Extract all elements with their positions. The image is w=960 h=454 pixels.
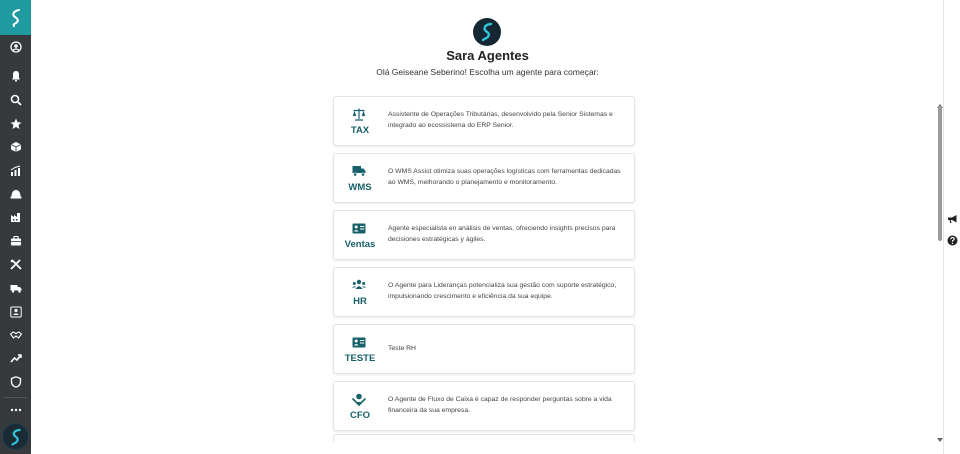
- agent-card-tax[interactable]: [333, 96, 635, 146]
- star-icon[interactable]: [0, 113, 31, 135]
- agent-card-teste[interactable]: [333, 324, 635, 374]
- sara-logo: [473, 18, 501, 46]
- people-group-icon: [352, 278, 366, 292]
- sara-logo-icon: [9, 428, 23, 446]
- agent-description: O Agente para Lideranças potencializa sua gestão com suporte estratégico, impulsionando crescimento e eficiência da sua equipe.: [388, 282, 617, 300]
- id-card-icon: [352, 221, 366, 235]
- agent-code: Ventas: [344, 239, 376, 250]
- truck-icon: [352, 164, 366, 178]
- agent-description: Assistente de Operações Tributárias, desenvolvido pela Senior Sistemas e integrado ao ecossistema do ERP Senior.: [388, 111, 613, 129]
- greeting-text: Olá Geiseane Seberino! Escolha um agente para começar:: [376, 67, 599, 77]
- sara-avatar[interactable]: [3, 424, 28, 449]
- agent-card-ventas[interactable]: [333, 210, 635, 260]
- agent-code: CFO: [349, 410, 371, 421]
- agent-description: O WMS Assist otimiza suas operações logísticas com ferramentas dedicadas ao WMS, melhorando o planejamento e monitoramento.: [388, 168, 621, 186]
- scale-icon: [352, 107, 366, 121]
- cube-icon[interactable]: [0, 136, 31, 158]
- agent-description: Teste RH: [388, 344, 416, 352]
- agent-card-partial[interactable]: [333, 434, 635, 442]
- trending-up-icon[interactable]: [0, 347, 31, 369]
- user-circle-icon[interactable]: [0, 36, 31, 58]
- hand-money-icon: [352, 392, 366, 406]
- agent-code: TESTE: [344, 353, 376, 364]
- right-rail: [943, 0, 960, 454]
- handshake-icon[interactable]: [0, 324, 31, 346]
- tools-icon[interactable]: [0, 254, 31, 276]
- shield-icon[interactable]: [0, 371, 31, 393]
- agent-code: TAX: [350, 125, 370, 136]
- helmet-icon[interactable]: [0, 183, 31, 205]
- page-title: Sara Agentes: [446, 48, 529, 63]
- id-card-icon: [352, 335, 366, 349]
- agent-description: Agente especialista en análisis de ventas, ofreciendo insights precisos para decisiones estratégicas y ágiles.: [388, 225, 616, 243]
- senior-logo-icon: [9, 8, 23, 28]
- search-icon[interactable]: [0, 89, 31, 111]
- left-sidebar: [0, 0, 31, 454]
- agent-card-hr[interactable]: [333, 267, 635, 317]
- help-icon[interactable]: [946, 234, 958, 246]
- agent-card-cfo[interactable]: [333, 381, 635, 431]
- truck-icon[interactable]: [0, 277, 31, 299]
- bell-icon[interactable]: [0, 65, 31, 87]
- people-box-icon[interactable]: [0, 301, 31, 323]
- agent-card-wms[interactable]: [333, 153, 635, 203]
- chart-bars-icon[interactable]: [0, 160, 31, 182]
- senior-logo[interactable]: [0, 0, 31, 35]
- briefcase-icon[interactable]: [0, 230, 31, 252]
- megaphone-icon[interactable]: [946, 213, 958, 225]
- sidebar-divider: [4, 397, 27, 398]
- more-dots-icon[interactable]: [0, 399, 31, 421]
- factory-icon[interactable]: [0, 206, 31, 228]
- agent-code: HR: [353, 296, 367, 307]
- agent-code: WMS: [348, 182, 372, 193]
- sara-logo-icon: [479, 22, 495, 42]
- agent-description: O Agente de Fluxo de Caixa é capaz de responder perguntas sobre a vida financeira da sua empresa.: [388, 396, 612, 414]
- scrollbar-thumb[interactable]: [938, 106, 942, 241]
